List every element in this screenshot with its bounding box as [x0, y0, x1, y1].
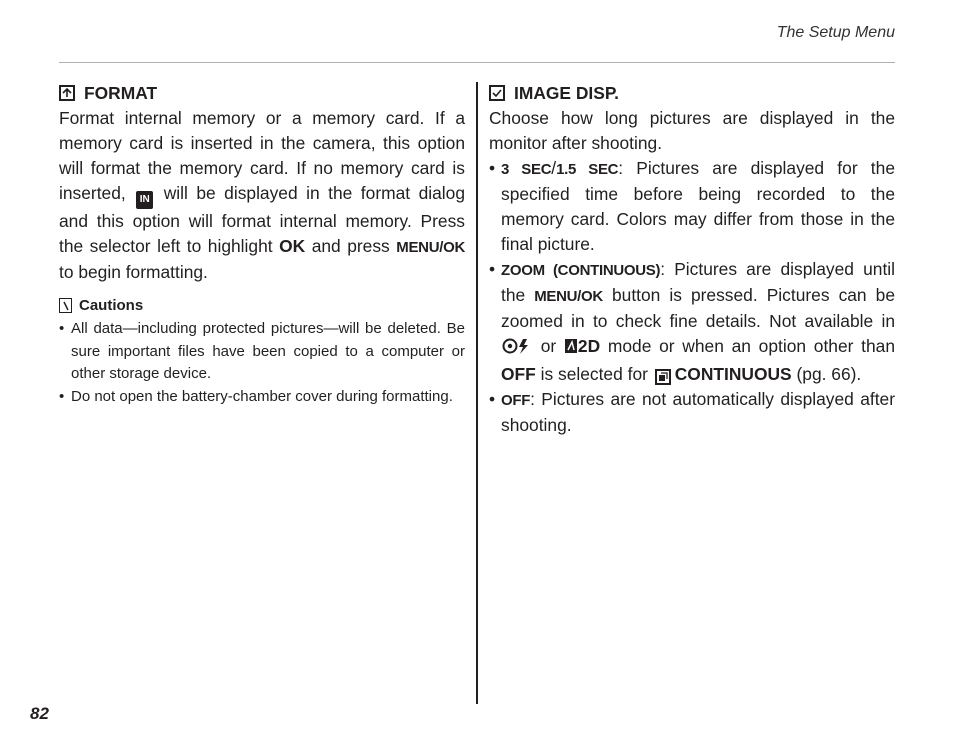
format-title: [59, 80, 465, 106]
3d-mode-icon: [564, 337, 578, 362]
kw-off: OFF: [501, 392, 531, 409]
option-off-text: : Pictures are not automatically displayed after shooting.: [501, 389, 895, 435]
zoom-text-1: : Pictures are displayed until the: [501, 259, 895, 305]
kw-zoom-continuous: ZOOM (CONTINUOUS): [501, 262, 661, 279]
off-keyword: OFF: [501, 364, 536, 384]
kw-1-5sec: 1.5 SEC: [556, 161, 619, 178]
image-disp-section: [489, 80, 895, 438]
caution-icon: [59, 298, 72, 313]
zoom-text-3: or: [533, 336, 564, 356]
kw-3sec: 3 SEC: [501, 161, 552, 178]
header-rule: [59, 62, 895, 63]
menu-ok-keyword: MENU/OK: [534, 288, 603, 305]
format-text-2: will be displayed in the format dialog and this option will format internal memory. Press the selector left to highlight: [59, 183, 465, 256]
format-text-1: Format internal memory or a memory card. If a memory card is inserted in the camera, this option will format the memory card. If no memory card is inserted,: [59, 108, 465, 203]
continuous-icon: [655, 369, 671, 385]
image-disp-title-text: IMAGE DISP.: [514, 83, 620, 103]
format-menu-icon: [59, 85, 75, 101]
ok-keyword: OK: [279, 235, 306, 256]
image-disp-title: [489, 80, 895, 106]
cautions-box: [59, 295, 465, 409]
zoom-text-5: is selected for: [535, 364, 653, 384]
image-disp-menu-icon: [489, 85, 505, 101]
caution-item: • Do not open the battery-chamber cover during formatting.: [59, 386, 465, 409]
option-3sec: [489, 156, 895, 257]
format-text-3: and press: [305, 235, 397, 256]
format-title-text: FORMAT: [84, 83, 158, 103]
menu-ok-keyword: MENU/OK: [396, 238, 465, 256]
format-text-4: to begin formatting.: [59, 261, 208, 282]
page-number: 82: [30, 704, 49, 723]
kw-slash: /: [551, 158, 557, 178]
zoom-text-2: button is pressed. Pictures can be zoomed in to check fine details. Not available in: [501, 285, 895, 331]
option-3sec-text: : Pictures are displayed for the specified time before being recorded to the memory card. Colors may differ from those in the final picture.: [501, 158, 895, 254]
zoom-text-4: mode or when an option other than: [600, 336, 895, 356]
format-description: [59, 106, 465, 285]
image-disp-options: [489, 156, 895, 438]
option-off: [489, 387, 895, 438]
cautions-title: [59, 295, 465, 318]
continuous-keyword: CONTINUOUS: [674, 364, 792, 384]
cautions-list: [59, 318, 465, 408]
advanced-mode-icon: [501, 337, 533, 362]
caution-item: • All data—including protected pictures—will be deleted. Be sure important files have been copied to a computer or other storage device.: [59, 318, 465, 386]
format-section: [59, 80, 465, 408]
section-header: The Setup Menu: [776, 24, 895, 41]
mode-2d-label: 2D: [577, 336, 601, 356]
cautions-title-text: Cautions: [79, 296, 144, 314]
internal-memory-icon: IN: [136, 191, 153, 209]
column-divider: [476, 82, 478, 704]
zoom-text-6: (pg. 66).: [791, 364, 862, 384]
image-disp-description: Choose how long pictures are displayed in the monitor after shooting.: [489, 108, 895, 153]
option-zoom: [489, 257, 895, 387]
